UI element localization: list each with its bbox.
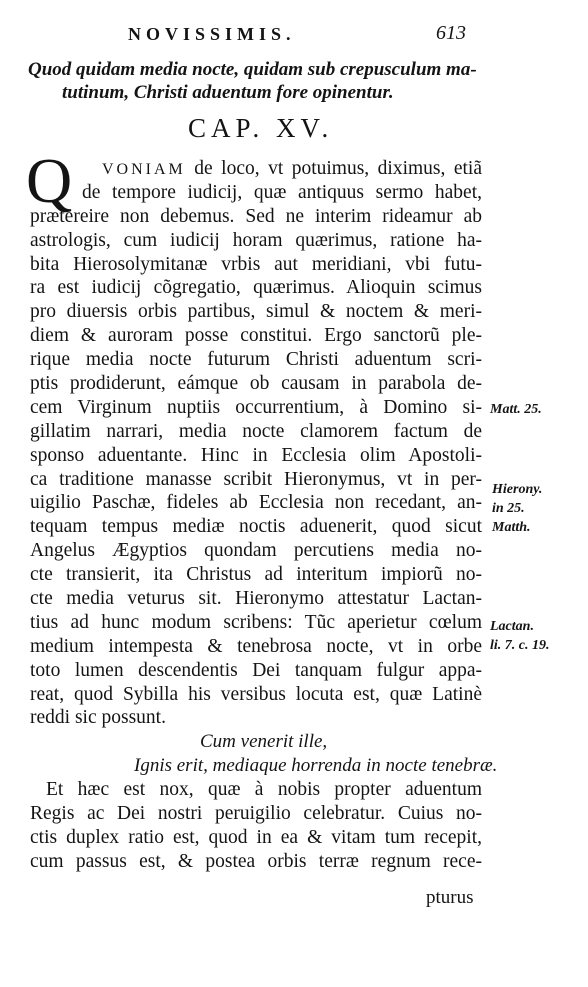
- text-line: rique media nocte futurum Christi aduentum scri-: [30, 349, 482, 371]
- catchword: pturus: [426, 887, 474, 908]
- text-line: de tempore iudicij, quæ antiquus sermo habet,: [82, 181, 482, 203]
- text-line: tius ad hunc modum scribens: Tũc aperietur cœlum: [30, 611, 482, 633]
- text-line: cte transierit, ita Christus ad interitum impiorũ no-: [30, 564, 482, 586]
- text-line: uigilio Paschæ, fideles ab Ecclesia non recedant, an-: [30, 492, 482, 514]
- text-line: gillatim narrari, media nocte clamorem factum de: [30, 420, 482, 442]
- text-line: [30, 157, 482, 181]
- margin-note-li7c19: li. 7. c. 19.: [490, 638, 550, 653]
- text-line: tequam tempus mediæ noctis aduenerit, quod sicut: [30, 516, 482, 538]
- margin-note-matt: Matt. 25.: [490, 402, 542, 417]
- margin-note-lactan: Lactan.: [490, 619, 534, 634]
- text-line: ctis duplex ratio est, quod in ea & vitam tum recepit,: [30, 826, 482, 848]
- summary-line-2: tutinum, Christi aduentum fore opinentur.: [62, 82, 394, 103]
- text-line: ptis prodiderunt, eámque ob causam in parabola de-: [30, 373, 482, 395]
- first-word: VONIAM: [102, 161, 186, 178]
- text-line: prætereire non debemus. Sed ne interim rideamur ab: [30, 205, 482, 227]
- margin-note-in25: in 25.: [492, 501, 525, 516]
- text-line: reddi sic possunt.: [30, 707, 166, 729]
- verse-line: Ignis erit, mediaque horrenda in nocte tenebræ.: [134, 755, 498, 777]
- text-line: Regis ac Dei nostri peruigilio celebratur. Cuius no-: [30, 803, 482, 825]
- margin-note-matth: Matth.: [492, 520, 531, 535]
- main-text: [26, 145, 498, 874]
- running-title: NOVISSIMIS.: [128, 24, 296, 44]
- text-line: sponso aduentante. Hinc in Ecclesia olim Apostoli-: [30, 444, 482, 466]
- text-line: Angelus Ægyptios quondam percutiens media no-: [30, 540, 482, 562]
- text-line: medium intempesta & tenebrosa nocte, vt in orbe: [30, 635, 482, 657]
- margin-note-hierony: Hierony.: [492, 482, 543, 497]
- chapter-heading: CAP. XV.: [188, 113, 334, 143]
- text-line: diem & auroram posse constitui. Ergo sanctorũ ple-: [30, 325, 482, 347]
- text-line: toto lumen descendentis Dei tanquam fulgur appa-: [30, 659, 482, 681]
- text-line: ca traditione manasse scribit Hieronymus, vt in per-: [30, 468, 482, 490]
- summary-line-1: Quod quidam media nocte, quidam sub crepusculum ma-: [28, 59, 477, 80]
- drop-capital: Q: [26, 145, 73, 216]
- text-line: pro diuersis orbis partibus, simul & noctem & meri-: [30, 301, 482, 323]
- text-line: astrologis, cum iudicij horam quærimus, ratione ha-: [30, 229, 482, 251]
- text-line-content: de loco, vt potuimus, diximus, etiã: [194, 158, 482, 179]
- text-line: cte media veturus sit. Hieronymo attestatur Lactan-: [30, 588, 482, 610]
- text-line: cem Virginum nuptiis occurrentium, à Domino si-: [30, 396, 482, 418]
- text-line: bita Hierosolymitanæ vrbis aut meridiani, vbi futu-: [30, 253, 482, 275]
- text-line: ra est iudicij cõgregatio, quærimus. Alioquin scimus: [30, 277, 482, 299]
- text-line: reat, quod Sybilla his versibus locuta est, quæ Latinè: [30, 683, 482, 705]
- chapter-summary: [28, 58, 488, 104]
- page-number: 613: [436, 22, 466, 44]
- text-line: Et hæc est nox, quæ à nobis propter aduentum: [46, 779, 482, 801]
- verse-line: Cum venerit ille,: [200, 731, 328, 753]
- text-line: cum passus est, & postea orbis terræ regnum rece-: [30, 850, 482, 872]
